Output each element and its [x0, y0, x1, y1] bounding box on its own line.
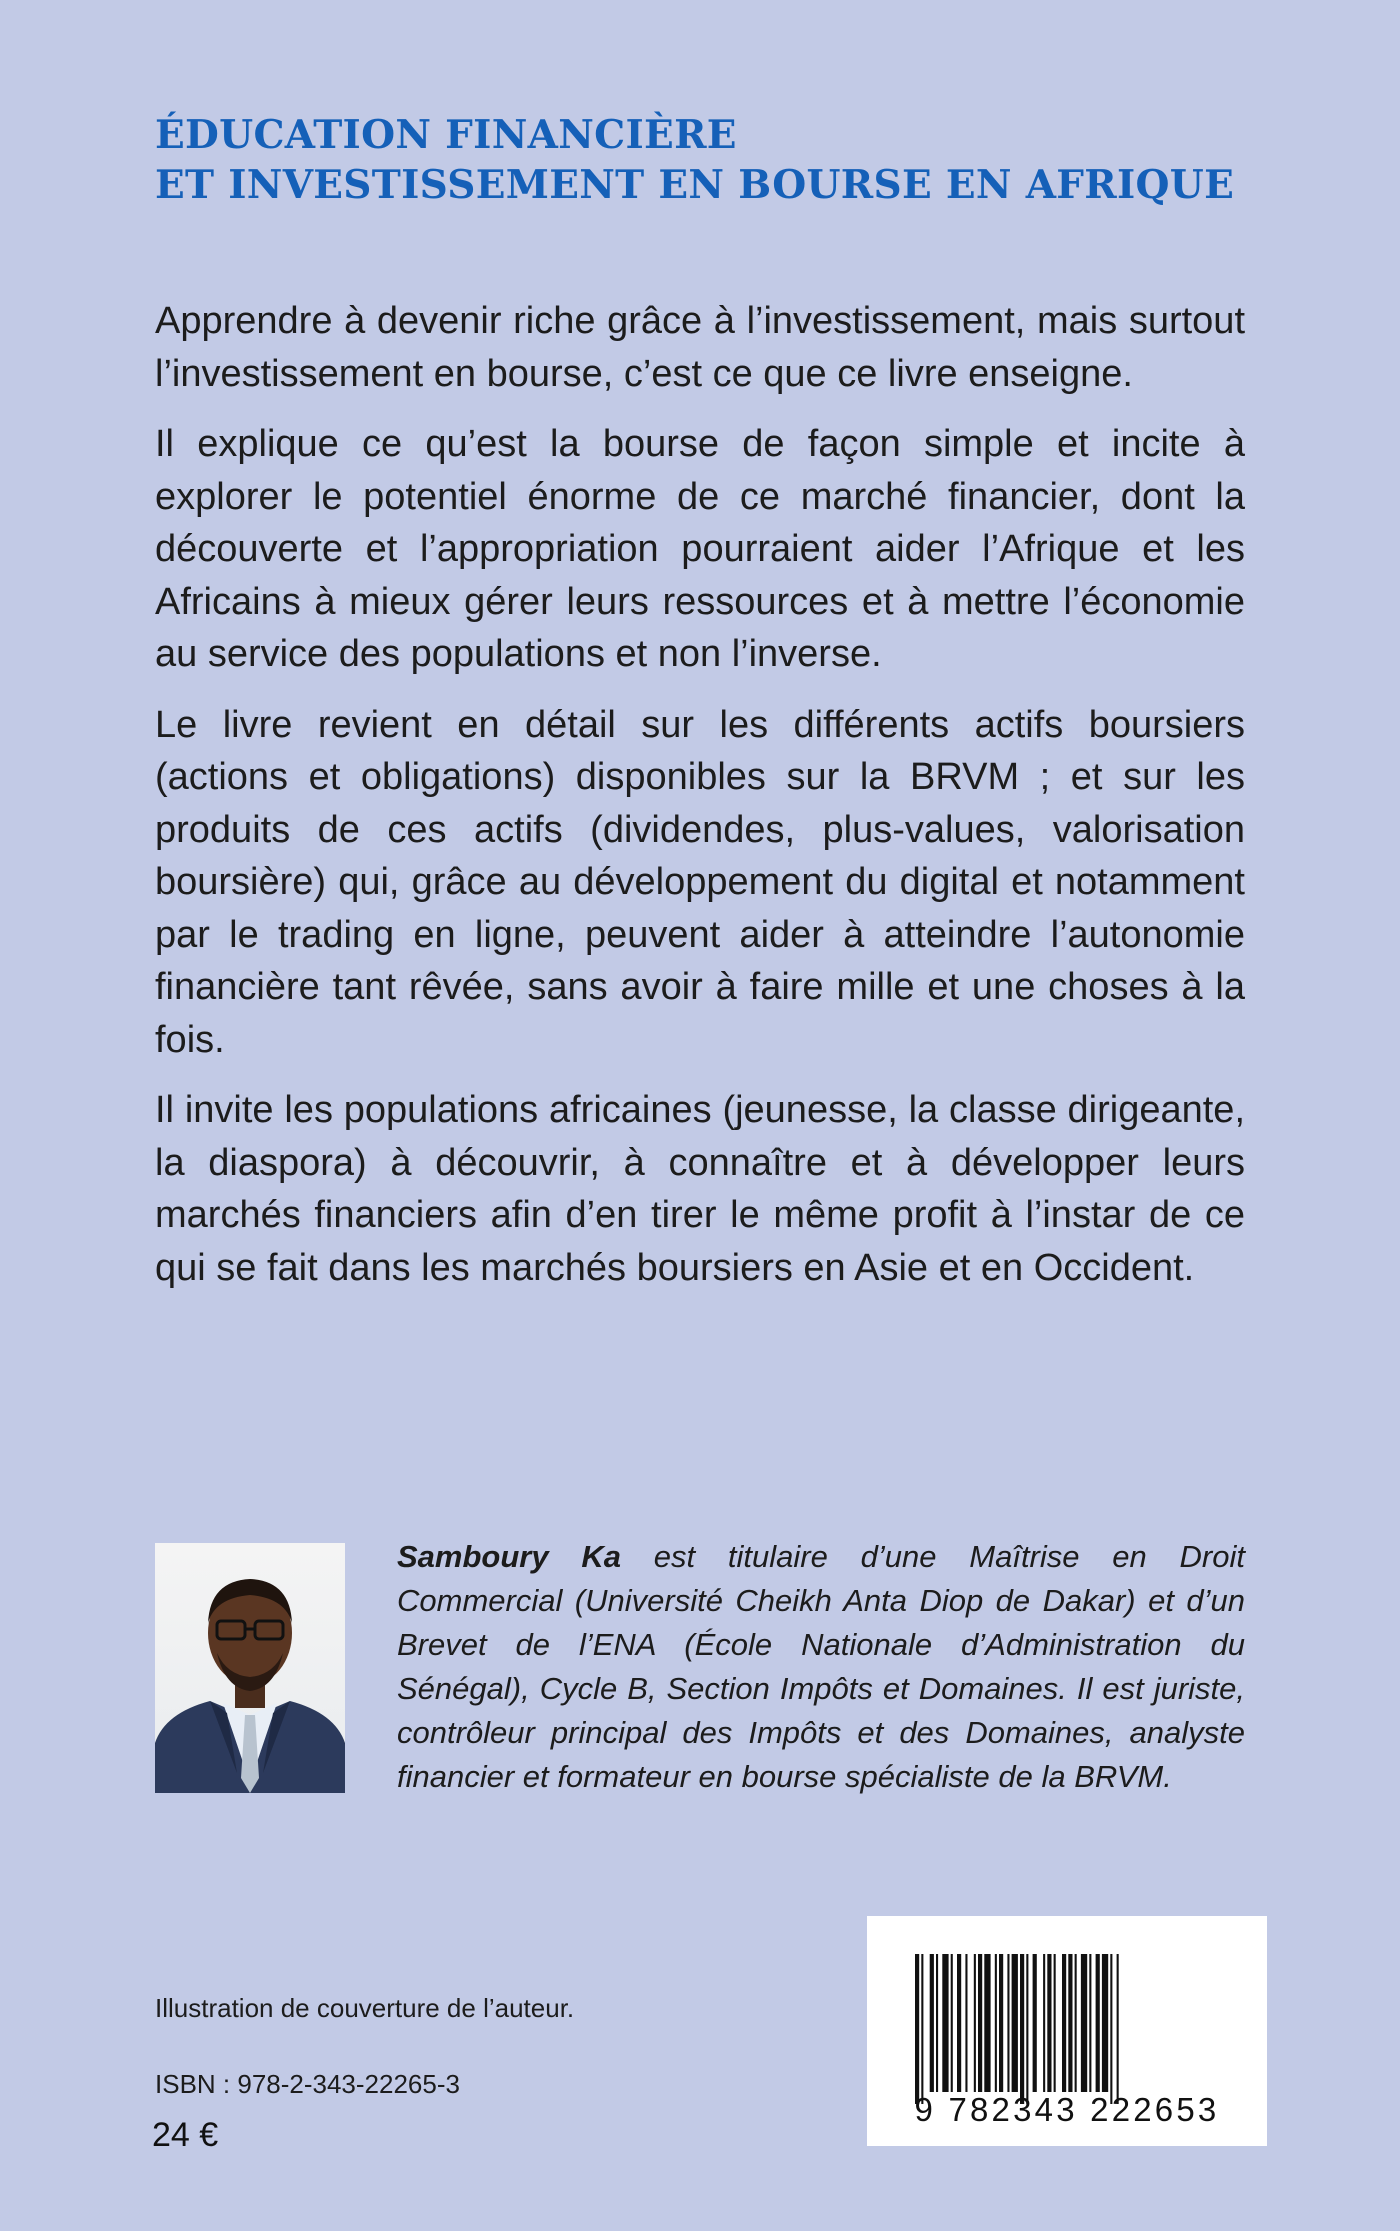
cover-credit: Illustration de couverture de l’auteur. [155, 1993, 575, 2023]
description-paragraph-2: Il explique ce qu’est la bourse de façon simple et incite à explorer le potentiel énorme de ce marché financier, dont la découverte et l’appropriation pourraient aider l’Afrique et les Africains à mieux gérer leurs ressources et à mettre l’économie au service des populations et non l’inverse. [155, 423, 1245, 675]
description-paragraph-1: Apprendre à devenir riche grâce à l’investissement, mais surtout l’investissement en bourse, c’est ce que ce livre enseigne. [155, 300, 1245, 395]
author-bio [397, 1535, 1245, 1799]
author-name: Samboury Ka [397, 1539, 622, 1574]
book-title [155, 110, 1255, 210]
book-description [155, 295, 1245, 1312]
book-title-line-2: ET INVESTISSEMENT EN BOURSE EN AFRIQUE [155, 162, 1235, 208]
isbn: ISBN : 978-2-343-22265-3 [155, 2069, 460, 2099]
price: 24 € [152, 2116, 219, 2154]
description-paragraph-4: Il invite les populations africaines (jeunesse, la classe dirigeante, la diaspora) à découvrir, à connaître et à développer leurs marchés financiers afin d’en tirer le même profit à l’instar de ce qui se fait dans les marchés boursiers en Asie et en Occident. [155, 1089, 1245, 1289]
barcode-digits: 9 782343 222653 [914, 2091, 1220, 2128]
description-paragraph-3: Le livre revient en détail sur les différents actifs boursiers (actions et obligations) disponibles sur la BRVM ; et sur les produits de ces actifs (dividendes, plus-values, valorisation boursière) qui, grâce au développement du digital et notamment par le trading en ligne, peuvent aider à atteindre l’autonomie financière tant rêvée, sans avoir à faire mille et une choses à la fois. [155, 703, 1245, 1061]
barcode [867, 1916, 1267, 2146]
book-title-line-1: ÉDUCATION FINANCIÈRE [155, 112, 737, 158]
author-photo [155, 1543, 345, 1793]
author-bio-text: est titulaire d’une Maîtrise en Droit Commercial (Université Cheikh Anta Diop de Dakar) et d’un Brevet de l’ENA (École Nationale d’Administration du Sénégal), Cycle B, Section Impôts et Domaines. Il est juriste, contrôleur principal des Impôts et des Domaines, analyste financier et formateur en bourse spécialiste de la BRVM. [397, 1539, 1245, 1794]
